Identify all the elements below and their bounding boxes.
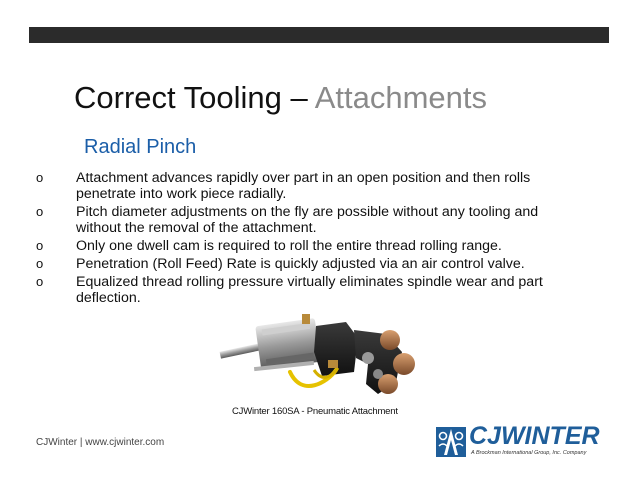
bullet-marker: o	[36, 170, 44, 185]
bullet-item	[36, 256, 581, 272]
bullet-text: Penetration (Roll Feed) Rate is quickly adjusted via an air control valve.	[76, 256, 525, 272]
bullet-list	[36, 170, 581, 308]
bullet-marker: o	[36, 238, 44, 253]
bullet-item	[36, 204, 581, 236]
bullet-marker: o	[36, 274, 44, 289]
bullet-text: Attachment advances rapidly over part in an open position and then rolls penetrate into work piece radially.	[76, 170, 531, 202]
slide-subtitle: Radial Pinch	[84, 136, 197, 158]
logo-tagline: A Brockman International Group, Inc. Company	[471, 450, 587, 456]
bullet-marker: o	[36, 204, 44, 219]
bullet-item	[36, 170, 581, 202]
cjwinter-logo	[435, 422, 607, 461]
top-bar	[29, 27, 609, 43]
bullet-item	[36, 238, 581, 254]
bullet-text: Pitch diameter adjustments on the fly are possible without any tooling and without the removal of the attachment.	[76, 204, 539, 236]
slide-title	[74, 82, 487, 113]
slide-title-accent: Attachments	[314, 80, 487, 115]
bullet-text: Equalized thread rolling pressure virtually eliminates spindle wear and part deflection.	[76, 274, 543, 306]
pneumatic-attachment-image	[218, 312, 420, 402]
bullet-text: Only one dwell cam is required to roll the entire thread rolling range.	[76, 238, 502, 254]
bullet-marker: o	[36, 256, 44, 271]
figure-caption: CJWinter 160SA - Pneumatic Attachment	[232, 406, 398, 417]
footer-text: CJWinter | www.cjwinter.com	[36, 437, 165, 448]
logo-wordmark: CJWINTER	[469, 422, 600, 450]
slide-title-main: Correct Tooling –	[74, 80, 315, 115]
bullet-item	[36, 274, 581, 306]
cjwinter-emblem-icon	[435, 426, 467, 458]
